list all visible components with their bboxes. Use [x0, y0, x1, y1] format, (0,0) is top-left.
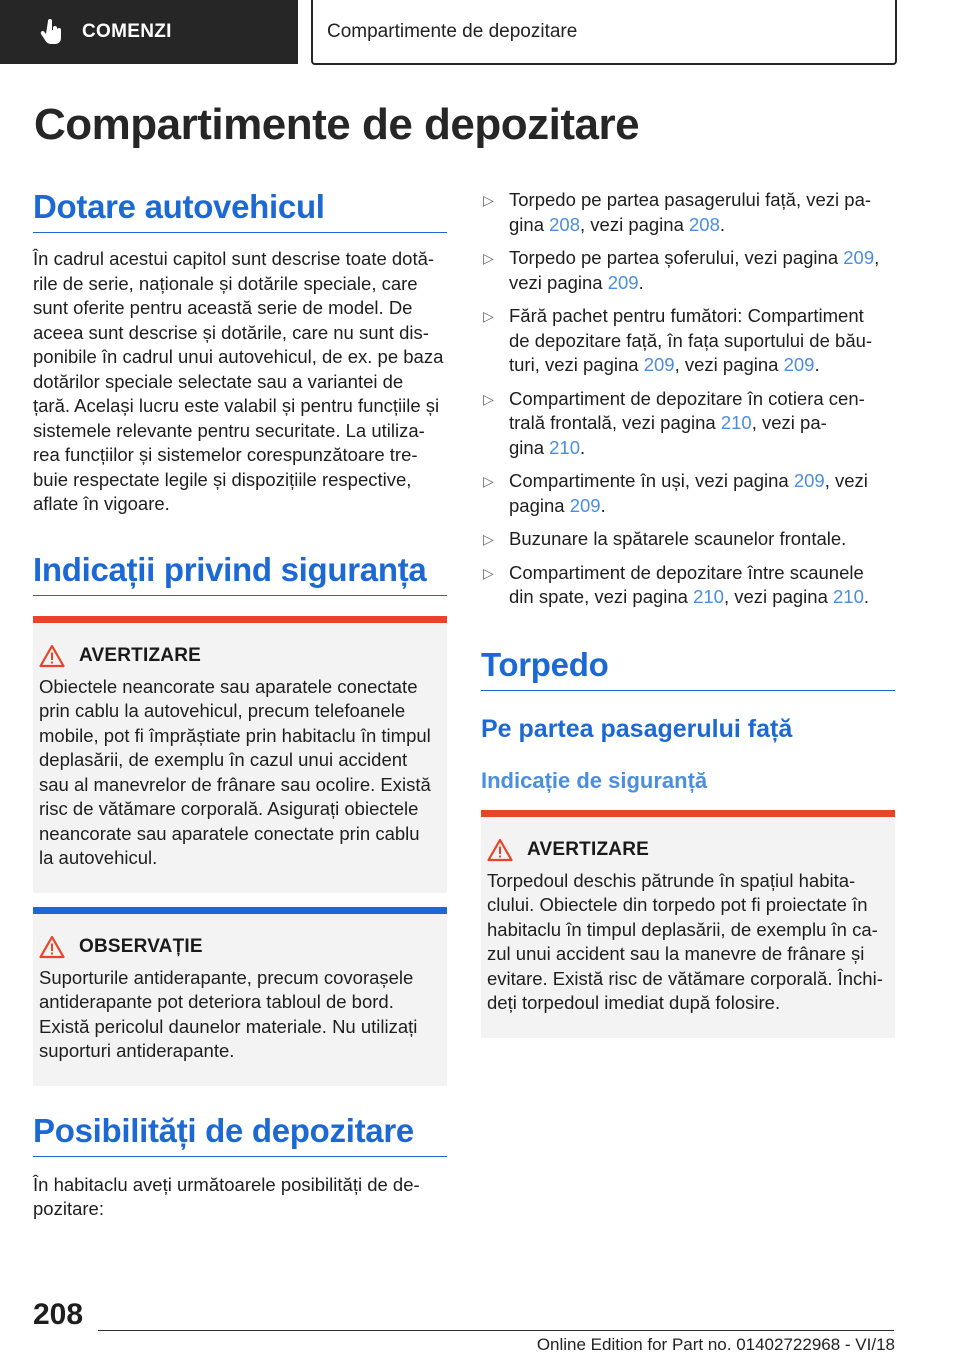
triangle-bullet-icon: ▷ — [483, 250, 494, 266]
page-link[interactable]: 209 — [783, 354, 815, 375]
text-line: antiderapante pot deteriora tabloul de bord. — [39, 991, 394, 1012]
section-heading-safety: Indicații privind siguranța — [33, 551, 447, 596]
list-item-text: . — [638, 271, 644, 293]
page-link[interactable]: 209 — [569, 494, 601, 516]
list-item-text: , vezi pagina — [580, 213, 690, 235]
warning-triangle-icon — [39, 644, 65, 668]
section-heading-equipment: Dotare autovehicul — [33, 188, 447, 233]
note-title: OBSERVAȚIE — [79, 935, 203, 957]
list-item-text: gina — [509, 213, 550, 235]
warning-color-bar — [481, 810, 895, 817]
text-line: sunt oferite pentru această serie de model. De — [33, 297, 413, 318]
list-item-text: , — [874, 247, 880, 268]
list-item-text: trală frontală, vezi pagina — [509, 412, 721, 433]
subheading-safety-note: Indicație de siguranță — [481, 767, 708, 793]
list-item-text: Compartiment de depozitare între scaunele — [509, 561, 864, 583]
footer-divider — [98, 1330, 894, 1331]
list-item-text: pagina — [509, 494, 570, 516]
right-column — [481, 188, 895, 1038]
list-item-text: Compartimente în uși, vezi pagina — [509, 470, 794, 491]
text-line: aflate în vigoare. — [33, 493, 170, 514]
list-item-text: . — [863, 586, 870, 607]
list-item-text: Torpedo pe partea pasagerului față, vezi pa‐ — [509, 189, 872, 210]
text-line — [509, 329, 895, 354]
text-line: neancorate sau aparatele conectate prin cablu — [39, 822, 420, 844]
text-line: În cadrul acestui capitol sunt descrise toate dotă‐ — [33, 248, 435, 269]
warning-title: AVERTIZARE — [79, 644, 201, 666]
text-line — [509, 527, 895, 552]
text-line: la autovehicul. — [39, 847, 158, 868]
text-line: deți torpedoul imediat după folosire. — [487, 992, 781, 1013]
text-line: pozitare: — [33, 1198, 104, 1219]
storage-list — [481, 188, 895, 610]
warning-color-bar — [33, 616, 447, 623]
list-item-text: . — [719, 213, 726, 235]
section-tab[interactable] — [0, 0, 298, 64]
section-heading-options: Posibilități de depozitare — [33, 1112, 447, 1157]
page-title: Compartimente de depozitare — [34, 100, 640, 149]
page-link[interactable]: 209 — [843, 247, 875, 268]
list-item-text: turi, vezi pagina — [509, 354, 644, 375]
text-line: Obiectele neancorate sau aparatele conectate — [39, 675, 418, 697]
text-line: clului. Obiectele din torpedo pot fi proiectate în — [487, 894, 868, 915]
triangle-bullet-icon: ▷ — [483, 390, 494, 407]
note-text — [33, 966, 447, 1086]
warning-triangle-icon — [39, 935, 65, 959]
list-item — [481, 387, 895, 461]
text-line: țară. Același lucru este valabil și pentru funcțiile și — [33, 395, 440, 416]
chapter-tab[interactable] — [311, 0, 897, 65]
text-line: rea funcțiilor și sistemelor corespunzătoare tre‐ — [33, 444, 418, 465]
text-line: zul unui accident sau la manevre de frânare și — [487, 943, 865, 964]
text-line: ponibile în cadrul unui autovehicul, de ex. pe baza — [33, 346, 444, 367]
page-link[interactable]: 208 — [689, 213, 720, 235]
text-line — [509, 436, 895, 461]
list-item — [481, 527, 895, 552]
page-link[interactable]: 210 — [693, 586, 724, 607]
text-line: buie respectate legile și dispozițiile respective, — [33, 468, 412, 490]
warning-box — [33, 616, 447, 893]
note-color-bar — [33, 907, 447, 914]
page-link[interactable]: 209 — [607, 271, 639, 293]
text-line — [509, 561, 895, 586]
edition-note: Online Edition for Part no. 01402722968 - VI/18 — [536, 1335, 895, 1354]
page-link[interactable]: 209 — [643, 354, 675, 375]
text-line: dotărilor speciale selectate sau a variantei de — [33, 370, 404, 392]
text-line — [509, 188, 895, 213]
text-line — [509, 304, 895, 329]
page-link[interactable]: 208 — [549, 213, 580, 235]
text-line: În habitaclu aveți următoarele posibilități de de‐ — [33, 1173, 420, 1195]
text-line: Torpedoul deschis pătrunde în spațiul habita‐ — [487, 869, 856, 891]
hand-pointer-icon — [38, 18, 66, 46]
chapter-label: Compartimente de depozitare — [327, 20, 578, 42]
text-line: suporturi antiderapante. — [39, 1040, 235, 1061]
torpedo-warning-text — [481, 869, 895, 1038]
text-line — [509, 213, 895, 238]
list-item — [481, 469, 895, 518]
page-link[interactable]: 210 — [720, 412, 752, 433]
triangle-bullet-icon: ▷ — [483, 308, 494, 324]
list-item-text: . — [600, 494, 606, 516]
triangle-bullet-icon: ▷ — [483, 564, 494, 581]
list-item — [481, 561, 895, 610]
triangle-bullet-icon: ▷ — [483, 192, 494, 208]
triangle-bullet-icon: ▷ — [483, 531, 494, 547]
page-header — [0, 0, 960, 66]
left-column — [33, 188, 447, 1222]
list-item-text: , vezi — [824, 470, 868, 491]
text-line — [509, 353, 895, 378]
list-item-text: Compartiment de depozitare în cotiera cen‐ — [509, 387, 865, 409]
list-item-text: . — [580, 436, 586, 458]
text-line: sau al manevrelor de frânare sau ocolire. Există — [39, 773, 431, 795]
text-line — [509, 271, 895, 296]
triangle-bullet-icon: ▷ — [483, 473, 494, 489]
torpedo-warning-box — [481, 810, 895, 1038]
warning-text — [33, 675, 447, 893]
section-heading-torpedo: Torpedo — [481, 646, 895, 691]
list-item-text: de depozitare față, în fața suportului de bău‐ — [509, 329, 873, 351]
list-item-text: din spate, vezi pagina — [509, 586, 694, 607]
subheading-passenger: Pe partea pasagerului față — [481, 714, 793, 743]
text-line: Există pericolul daunelor materiale. Nu utilizați — [39, 1015, 418, 1037]
section-label: COMENZI — [82, 21, 172, 42]
text-line: prin cablu la autovehicul, precum telefoanele — [39, 700, 406, 721]
text-line — [509, 411, 895, 436]
text-line — [509, 469, 895, 494]
options-paragraph — [33, 1173, 447, 1222]
text-line — [509, 585, 895, 610]
warning-triangle-icon — [487, 838, 513, 862]
list-item-text: , vezi pa‐ — [751, 412, 827, 433]
list-item-text: Fără pachet pentru fumători: Compartiment — [509, 305, 864, 326]
note-box — [33, 907, 447, 1086]
list-item — [481, 304, 895, 378]
page-link[interactable]: 210 — [833, 586, 864, 607]
text-line: mobile, pot fi împrăștiate prin habitaclu în timpul — [39, 724, 431, 746]
text-line: habitaclu în timpul deplasării, de exemplu în ca‐ — [487, 918, 878, 940]
list-item-text: , vezi pagina — [723, 586, 833, 607]
page-link[interactable]: 209 — [793, 470, 825, 491]
text-line — [509, 387, 895, 412]
text-line: evitare. Există risc de vătămare corporală. Închi‐ — [487, 967, 883, 989]
text-line: aceea sunt descrise și dotările, care nu sunt dis‐ — [33, 321, 429, 343]
page-link[interactable]: 210 — [549, 436, 580, 458]
torpedo-warning-title: AVERTIZARE — [527, 838, 649, 860]
list-item-text: . — [814, 354, 820, 375]
list-item-text: , vezi pagina — [674, 354, 784, 375]
list-item-text: gina — [509, 436, 550, 458]
text-line — [509, 246, 895, 271]
text-line — [509, 494, 895, 519]
text-line: risc de vătămare corporală. Asigurați obiectele — [39, 798, 419, 819]
list-item — [481, 246, 895, 295]
text-line: rile de serie, naționale și dotările speciale, care — [33, 272, 418, 294]
list-item — [481, 188, 895, 237]
list-item-text: Buzunare la spătarele scaunelor frontale. — [509, 528, 847, 549]
equipment-paragraph — [33, 247, 447, 517]
text-line: Suporturile antiderapante, precum covorașele — [39, 966, 414, 988]
list-item-text: vezi pagina — [509, 271, 608, 293]
text-line: deplasării, de exemplu în cazul unui accident — [39, 749, 408, 770]
page-number: 208 — [33, 1298, 84, 1331]
text-line: sistemele relevante pentru securitate. La utiliza‐ — [33, 419, 425, 441]
list-item-text: Torpedo pe partea șoferului, vezi pagina — [509, 247, 844, 268]
